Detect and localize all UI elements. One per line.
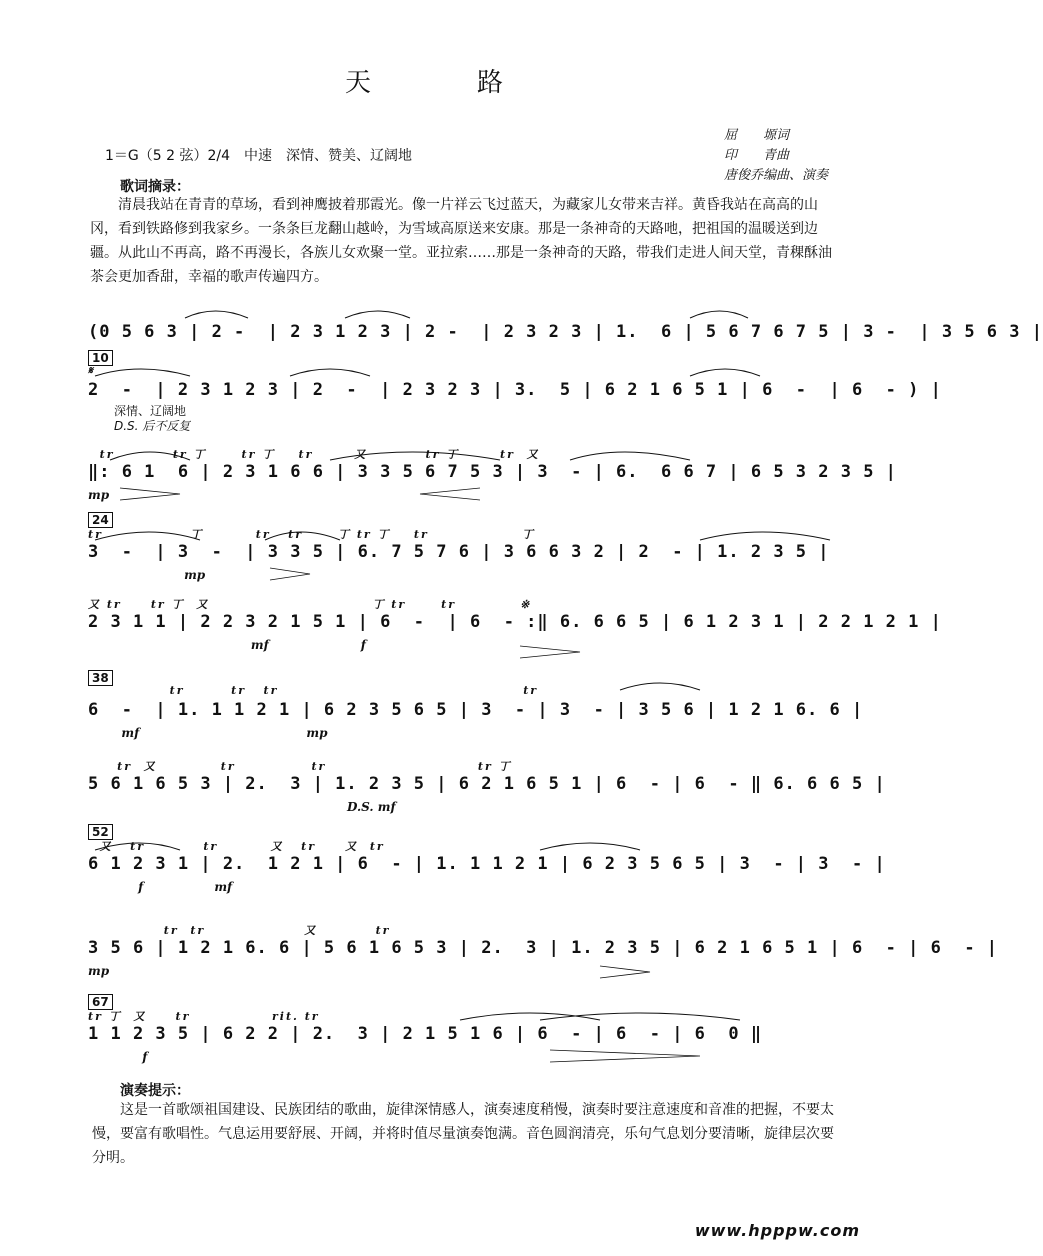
slur <box>460 1013 600 1020</box>
slur <box>700 532 830 540</box>
slur <box>620 683 700 690</box>
segno-mark: 𝄋 <box>88 364 95 377</box>
composer-credit: 印 青曲 <box>723 148 789 163</box>
notation-line: 6 1 2 3 1 | 2. 1 2 1 | 6 - | 1. 1 1 2 1 | 6 2 3 5 6 5 | 3 - | 3 - | <box>88 854 886 874</box>
notation-line: 6 - | 1. 1 1 2 1 | 6 2 3 5 6 5 | 3 - | 3 - | 3 5 6 | 1 2 1 6. 6 | <box>88 700 864 720</box>
notation-line: 1 1 2 3 5 | 6 2 2 | 2. 3 | 2 1 5 1 6 | 6 - | 6 - | 6 0 ‖ <box>88 1024 763 1044</box>
performance-tips-text: 这是一首歌颂祖国建设、民族团结的歌曲，旋律深情感人，演奏速度稍慢，演奏时要注意速度和音准的把握，不要太慢，要富有歌唱性。气息运用要舒展、开阔，并将时值尽量演奏饱满。音色圆润清亮，乐句气息划分要清晰，旋律层次要分明。 <box>92 1102 834 1166</box>
dynamics-line: mf mp <box>88 726 328 740</box>
slur <box>690 311 748 318</box>
slur <box>265 532 340 540</box>
key-signature-line: 1＝G（5 2 弦）2/4 中速 深情、赞美、辽阔地 <box>105 148 413 164</box>
slur <box>345 311 410 318</box>
arranger-credit: 唐俊乔编曲、演奏 <box>723 168 828 183</box>
dynamics-line: mp <box>88 488 110 502</box>
notation-line: 2 3 1 1 | 2 2 3 2 1 5 1 | 6 - | 6 - :‖ 6. 6 6 5 | 6 1 2 3 1 | 2 2 1 2 1 | <box>88 612 942 632</box>
crescendo-hairpin <box>120 488 180 500</box>
measure-number: 52 <box>88 824 113 840</box>
dynamics-line: f <box>88 1050 148 1064</box>
slur <box>570 452 690 460</box>
ornament-line: 又 tr tr 丁 又 丁 tr tr ※ <box>88 598 532 611</box>
measure-number: 38 <box>88 670 113 686</box>
slur <box>690 369 760 376</box>
slur <box>95 843 180 850</box>
crescendo-hairpin <box>600 966 650 978</box>
lyrics-text: 清晨我站在青青的草场，看到神鹰披着那霞光。像一片祥云飞过蓝天，为藏家儿女带来吉祥。黄昏我站在高高的山冈，看到铁路修到我家乡。一条条巨龙翻山越岭，为雪域高原送来安康。那是一条神奇的天路吔，把祖国的温暖送到边疆。从此山不再高，路不再漫长，各族儿女欢聚一堂。亚拉索……那是一条神奇的天路，带我们走进人间天堂，青稞酥油茶会更加香甜，幸福的歌声传遍四方。 <box>90 197 832 285</box>
dynamics-line: mp <box>88 964 110 978</box>
performance-tips-heading: 演奏提示： <box>120 1083 190 1099</box>
measure-number: 67 <box>88 994 113 1010</box>
slur <box>110 452 190 460</box>
expression-text: 深情、辽阔地 <box>114 404 187 418</box>
ornament-line: 又 tr tr 又 tr 又 tr <box>88 840 385 853</box>
decrescendo-hairpin <box>420 488 480 500</box>
notation-line: (0 5 6 3 | 2 - | 2 3 1 2 3 | 2 - | 2 3 2 3 | 1. 6 | 5 6 7 6 7 5 | 3 - | 3 5 6 3 | <box>88 322 1043 342</box>
ds-instruction: D.S. 后不反复 <box>114 419 191 433</box>
slur <box>540 843 640 850</box>
crescendo-hairpin <box>270 568 310 580</box>
ornament-line: tr tr 丁 tr 丁 tr 又 tr 丁 tr 又 <box>88 448 540 461</box>
ornament-line: tr 丁 又 tr rit. tr <box>88 1010 320 1023</box>
page-title: 天 路 <box>344 68 543 98</box>
dynamics-line: f mf <box>88 880 233 894</box>
slur <box>290 369 370 376</box>
dynamics-line: D.S. mf <box>88 800 396 814</box>
notation-line: 5 6 1 6 5 3 | 2. 3 | 1. 2 3 5 | 6 2 1 6 5 1 | 6 - | 6 - ‖ 6. 6 6 5 | <box>88 774 886 794</box>
lyrics-heading: 歌词摘录： <box>120 179 190 195</box>
slur <box>185 311 248 318</box>
lyricist-credit: 屈 塬词 <box>723 128 789 143</box>
ornament-line: tr tr tr tr <box>88 684 539 697</box>
ornament-line: tr tr 又 tr <box>88 924 391 937</box>
measure-number: 24 <box>88 512 113 528</box>
notation-line: 3 - | 3 - | 3 3 5 | 6. 7 5 7 6 | 3 6 6 3 2 | 2 - | 1. 2 3 5 | <box>88 542 830 562</box>
dynamics-line: mf f <box>88 638 366 652</box>
crescendo-hairpin <box>520 646 580 658</box>
ornament-line: tr 丁 tr tr 丁 tr 丁 tr 丁 <box>88 528 536 541</box>
dynamics-line: mp <box>88 568 206 582</box>
notation-line: ‖: 6 1 6 | 2 3 1 6 6 | 3 3 5 6 7 5 3 | 3 - | 6. 6 6 7 | 6 5 3 2 3 5 | <box>88 462 897 482</box>
watermark: www.hpppw.com <box>694 1221 860 1240</box>
notation-line: 2 - | 2 3 1 2 3 | 2 - | 2 3 2 3 | 3. 5 | 6 2 1 6 5 1 | 6 - | 6 - ) | <box>88 380 942 400</box>
slur <box>95 369 190 376</box>
notation-line: 3 5 6 | 1 2 1 6. 6 | 5 6 1 6 5 3 | 2. 3 | 1. 2 3 5 | 6 2 1 6 5 1 | 6 - | 6 - | <box>88 938 999 958</box>
slur <box>95 532 200 540</box>
ornament-line: tr 又 tr tr tr 丁 <box>88 760 512 773</box>
measure-number: 10 <box>88 350 113 366</box>
slur <box>540 1013 740 1020</box>
slur <box>330 452 500 460</box>
decrescendo-hairpin <box>550 1050 700 1062</box>
